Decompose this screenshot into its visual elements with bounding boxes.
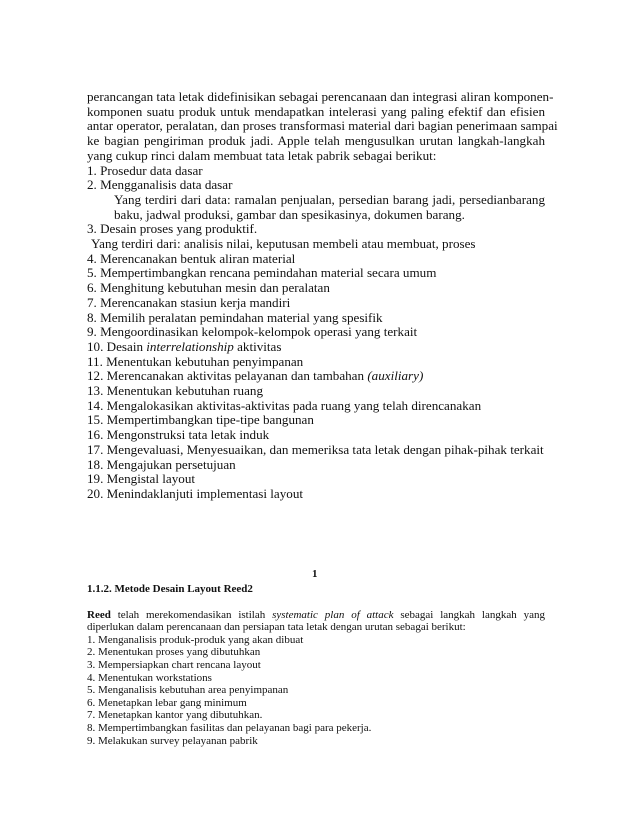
list-item: 4. Merencanakan bentuk aliran material (87, 250, 296, 266)
list-item (87, 340, 545, 355)
list-item-italic: (auxiliary) (367, 368, 424, 384)
step-item: 1. Menganalisis produk-produk yang akan dibuat (87, 633, 304, 646)
step-item: 7. Menetapkan kantor yang dibutuhkan. (87, 709, 263, 722)
step-item: 9. Melakukan survey pelayanan pabrik (87, 734, 258, 747)
paragraph-text: sebagai langkah langkah yang (393, 608, 545, 621)
list-item: 19. Mengistal layout (87, 471, 196, 487)
list-item: 11. Menentukan kebutuhan penyimpanan (87, 353, 304, 369)
paragraph-italic: systematic plan of attack (272, 608, 394, 621)
intro-line: yang cukup rinci dalam membuat tata letak pabrik sebagai berikut: (87, 147, 437, 163)
list-item: 6. Menghitung kebutuhan mesin dan peralatan (87, 280, 330, 296)
paragraph-line: diperlukan dalam perencanaan dan persiapan tata letak dengan urutan sebagai berikut: (87, 621, 466, 634)
list-item: 5. Mempertimbangkan rencana pemindahan material secara umum (87, 265, 437, 281)
list-item-detail: Yang terdiri dari: analisis nilai, keputusan membeli atau membuat, proses (91, 236, 476, 252)
step-item: 8. Mempertimbangkan fasilitas dan pelayanan bagi para pekerja. (87, 721, 372, 734)
list-item: 16. Mengonstruksi tata letak induk (87, 427, 270, 443)
list-item-text: aktivitas (233, 338, 282, 354)
list-item: 9. Mengoordinasikan kelompok-kelompok operasi yang terkait (87, 324, 418, 340)
list-item: 14. Mengalokasikan aktivitas-aktivitas pada ruang yang telah direncanakan (87, 397, 482, 413)
list-item: 7. Merencanakan stasiun kerja mandiri (87, 294, 291, 310)
bottom-section (87, 583, 545, 747)
list-item: 8. Memilih peralatan pemindahan material yang spesifik (87, 309, 383, 325)
step-item: 2. Menentukan proses yang dibutuhkan (87, 646, 261, 659)
list-item-text: 10. Desain (87, 338, 147, 354)
list-item: 2. Mengganalisis data dasar (87, 177, 233, 193)
step-item: 6. Menetapkan lebar gang minimum (87, 696, 247, 709)
list-item-detail: baku, jadwal produksi, gambar dan spesikasinya, dokumen barang. (114, 206, 465, 222)
step-item: 5. Menganalisis kebutuhan area penyimpanan (87, 684, 289, 697)
list-item: 15. Mempertimbangkan tipe-tipe bangunan (87, 412, 314, 428)
section-heading: 1.1.2. Metode Desain Layout Reed2 (87, 583, 253, 595)
list-item-text: 12. Merencanakan aktivitas pelayanan dan tambahan (87, 368, 368, 384)
list-item: 13. Menentukan kebutuhan ruang (87, 383, 263, 399)
list-item: 3. Desain proses yang produktif. (87, 221, 258, 237)
intro-line: antar operator, peralatan, dan proses transformasi material dari bagian penerimaan sampai (87, 118, 558, 134)
paragraph-line (87, 609, 545, 622)
list-item: 18. Mengajukan persetujuan (87, 456, 236, 472)
intro-line: ke bagian pengiriman produk jadi. Apple telah mengusulkan urutan langkah-langkah (87, 133, 545, 149)
step-item: 3. Mempersiapkan chart rencana layout (87, 658, 261, 671)
list-item: 20. Menindaklanjuti implementasi layout (87, 485, 304, 501)
list-item-italic: interrelationship (146, 338, 234, 354)
list-item (87, 369, 545, 384)
step-item: 4. Menentukan workstations (87, 671, 212, 684)
list-item: 1. Prosedur data dasar (87, 162, 203, 178)
intro-line: perancangan tata letak didefinisikan sebagai perencanaan dan integrasi aliran komponen- (87, 89, 554, 104)
list-item: 17. Mengevaluasi, Menyesuaikan, dan memeriksa tata letak dengan pihak-pihak terkait (87, 441, 544, 457)
list-item-detail: Yang terdiri dari data: ramalan penjualan, persedian barang jadi, persedianbarang (114, 191, 545, 207)
intro-line: komponen suatu produk untuk mendapatkan intelerasi yang paling efektif dan efisien (87, 103, 545, 119)
author-name: Reed (87, 608, 111, 621)
top-section (87, 89, 558, 502)
page-number: 1 (312, 568, 318, 580)
paragraph-text: telah merekomendasikan istilah (110, 608, 273, 621)
